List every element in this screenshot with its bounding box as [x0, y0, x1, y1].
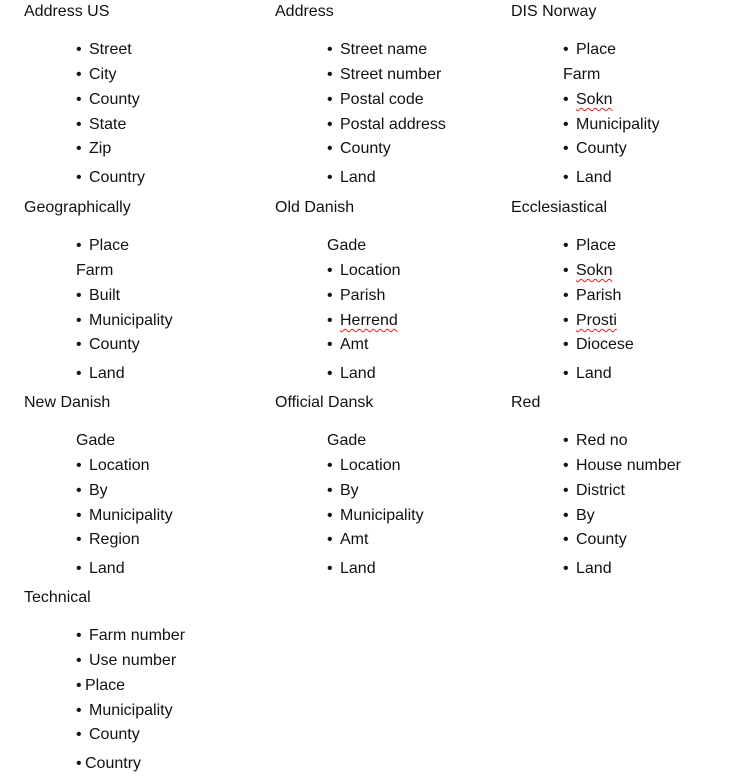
- list-item-text: Land: [576, 560, 612, 577]
- list-item-text: Gade: [76, 432, 116, 449]
- list-item-text: Postal address: [340, 116, 446, 133]
- list-item: [563, 261, 612, 281]
- list-item: [563, 530, 627, 550]
- list-item: [563, 139, 627, 159]
- bullet-icon: •: [563, 237, 569, 254]
- bullet-icon: •: [76, 237, 82, 254]
- bullet-icon: •: [327, 457, 333, 474]
- list-item: [327, 456, 401, 476]
- list-item: [563, 335, 634, 355]
- list-item: [76, 168, 145, 188]
- bullet-icon: •: [563, 312, 569, 329]
- list-item: [76, 626, 185, 646]
- list-item-text: Municipality: [340, 507, 424, 524]
- list-item-text: Location: [89, 457, 150, 474]
- bullet-icon: •: [76, 287, 82, 304]
- list-item-text: Country: [85, 755, 142, 772]
- list-item: [327, 65, 441, 85]
- list-item-text: Land: [576, 365, 612, 382]
- section-title: New Danish: [24, 394, 111, 411]
- list-item: [76, 236, 129, 256]
- list-item-text: City: [89, 66, 117, 83]
- list-item-text: Diocese: [576, 336, 634, 353]
- list-item-text: Gade: [327, 237, 367, 254]
- bullet-icon: •: [76, 560, 82, 577]
- bullet-icon: •: [563, 116, 569, 133]
- bullet-icon: •: [76, 169, 82, 186]
- bullet-icon: •: [327, 287, 333, 304]
- bullet-icon: •: [327, 336, 333, 353]
- bullet-icon: •: [76, 140, 82, 157]
- list-item-text: County: [576, 531, 627, 548]
- list-item: [327, 286, 385, 306]
- list-item: [563, 311, 617, 331]
- bullet-icon: •: [563, 262, 569, 279]
- list-item: [76, 90, 140, 110]
- list-item: [327, 115, 446, 135]
- list-item-text: Land: [89, 365, 125, 382]
- list-item-text: Location: [340, 262, 401, 279]
- list-item: [327, 559, 376, 579]
- bullet-icon: •: [76, 66, 82, 83]
- list-item-text: County: [89, 91, 140, 108]
- bullet-icon: •: [76, 91, 82, 108]
- list-item-text-misspelled: Sokn: [576, 262, 613, 279]
- list-item: [76, 754, 141, 774]
- list-item-text: County: [340, 140, 391, 157]
- bullet-icon: •: [327, 91, 333, 108]
- list-item-text: Zip: [89, 140, 112, 157]
- list-item: [563, 236, 616, 256]
- list-item: [76, 65, 117, 85]
- list-item: [76, 506, 173, 526]
- list-item-text: Street name: [340, 41, 428, 58]
- list-item-text-misspelled: Sokn: [576, 91, 613, 108]
- bullet-icon: •: [563, 140, 569, 157]
- bullet-icon: •: [563, 482, 569, 499]
- list-item-text: Built: [89, 287, 121, 304]
- list-item-text: Location: [340, 457, 401, 474]
- section-title: Ecclesiastical: [511, 199, 608, 216]
- section-title: Technical: [24, 589, 91, 606]
- list-item: [327, 335, 368, 355]
- list-item: [76, 481, 108, 501]
- bullet-icon: •: [76, 312, 82, 329]
- list-item-text-misspelled: Herrend: [340, 312, 398, 329]
- bullet-icon: •: [76, 531, 82, 548]
- list-item-text: Municipality: [89, 312, 173, 329]
- list-item: [327, 506, 424, 526]
- bullet-icon: •: [76, 482, 82, 499]
- list-item-text: Amt: [340, 336, 369, 353]
- list-item: [76, 456, 150, 476]
- bullet-icon: •: [76, 652, 82, 669]
- list-item: [563, 559, 612, 579]
- section-title: Old Danish: [275, 199, 355, 216]
- bullet-icon: •: [76, 755, 82, 772]
- list-item-text: Country: [89, 169, 146, 186]
- bullet-icon: •: [563, 336, 569, 353]
- list-item-text: Use number: [89, 652, 177, 669]
- bullet-icon: •: [563, 560, 569, 577]
- list-item-text: Region: [89, 531, 140, 548]
- list-item-text-misspelled: Prosti: [576, 312, 617, 329]
- list-item-text: Amt: [340, 531, 369, 548]
- list-item: [76, 559, 125, 579]
- list-item: [563, 65, 600, 85]
- list-item: [76, 701, 173, 721]
- bullet-icon: •: [327, 560, 333, 577]
- list-item: [563, 506, 595, 526]
- list-item: [327, 364, 376, 384]
- list-item-text: Farm number: [89, 627, 186, 644]
- list-item: [76, 676, 125, 696]
- list-item: [76, 364, 125, 384]
- list-item: [76, 651, 176, 671]
- list-item: [76, 286, 120, 306]
- list-item: [76, 261, 113, 281]
- section-title: Official Dansk: [275, 394, 374, 411]
- bullet-icon: •: [327, 116, 333, 133]
- list-item: [563, 90, 612, 110]
- list-item: [563, 431, 628, 451]
- list-item: [327, 431, 366, 451]
- list-item: [563, 168, 612, 188]
- bullet-icon: •: [327, 262, 333, 279]
- list-item: [76, 725, 140, 745]
- list-item: [327, 236, 366, 256]
- list-item: [327, 139, 391, 159]
- bullet-icon: •: [563, 91, 569, 108]
- bullet-icon: •: [327, 140, 333, 157]
- section-title: Address: [275, 3, 334, 20]
- list-item: [563, 286, 621, 306]
- bullet-icon: •: [327, 531, 333, 548]
- section-title: Red: [511, 394, 541, 411]
- bullet-icon: •: [76, 116, 82, 133]
- bullet-icon: •: [327, 365, 333, 382]
- list-item-text: Municipality: [576, 116, 660, 133]
- bullet-icon: •: [327, 66, 333, 83]
- list-item-text: State: [89, 116, 127, 133]
- list-item-text: District: [576, 482, 625, 499]
- bullet-icon: •: [327, 41, 333, 58]
- list-item-text: County: [89, 726, 140, 743]
- bullet-icon: •: [76, 507, 82, 524]
- bullet-icon: •: [76, 702, 82, 719]
- list-item-text: Gade: [327, 432, 367, 449]
- bullet-icon: •: [563, 531, 569, 548]
- list-item: [76, 431, 115, 451]
- list-item-text: Place: [576, 237, 617, 254]
- list-item-text: Place: [89, 237, 130, 254]
- list-item: [563, 481, 625, 501]
- bullet-icon: •: [563, 169, 569, 186]
- list-item-text: Municipality: [89, 507, 173, 524]
- bullet-icon: •: [76, 627, 82, 644]
- list-item-text: Parish: [340, 287, 386, 304]
- list-item: [327, 481, 359, 501]
- bullet-icon: •: [76, 336, 82, 353]
- list-item-text: Street number: [340, 66, 442, 83]
- list-item: [76, 139, 111, 159]
- list-item-text: Land: [576, 169, 612, 186]
- list-item: [327, 530, 368, 550]
- list-item-text: Land: [89, 560, 125, 577]
- list-item: [76, 311, 173, 331]
- list-item: [327, 168, 376, 188]
- section-title: DIS Norway: [511, 3, 597, 20]
- list-item-text: Place: [576, 41, 617, 58]
- list-item-text: By: [576, 507, 595, 524]
- list-item-text: Parish: [576, 287, 622, 304]
- list-item-text: Postal code: [340, 91, 424, 108]
- list-item-text: Street: [89, 41, 132, 58]
- bullet-icon: •: [563, 41, 569, 58]
- list-item-text: Place: [85, 677, 126, 694]
- list-item: [327, 40, 427, 60]
- bullet-icon: •: [327, 482, 333, 499]
- list-item-text: Farm: [563, 66, 601, 83]
- list-item-text: Municipality: [89, 702, 173, 719]
- bullet-icon: •: [327, 312, 333, 329]
- bullet-icon: •: [76, 457, 82, 474]
- list-item-text: Land: [340, 560, 376, 577]
- bullet-icon: •: [76, 677, 82, 694]
- list-item: [563, 364, 612, 384]
- section-title: Geographically: [24, 199, 131, 216]
- list-item-text: Land: [340, 169, 376, 186]
- list-item: [76, 40, 132, 60]
- list-item: [327, 311, 398, 331]
- list-item: [76, 115, 126, 135]
- list-item-text: Farm: [76, 262, 114, 279]
- list-item: [327, 261, 401, 281]
- list-item-text: County: [576, 140, 627, 157]
- list-item: [76, 530, 140, 550]
- list-item-text: County: [89, 336, 140, 353]
- list-item-text: Land: [340, 365, 376, 382]
- bullet-icon: •: [563, 365, 569, 382]
- bullet-icon: •: [563, 287, 569, 304]
- list-item-text: By: [340, 482, 359, 499]
- list-item: [563, 40, 616, 60]
- list-item: [327, 90, 424, 110]
- bullet-icon: •: [563, 432, 569, 449]
- bullet-icon: •: [563, 507, 569, 524]
- bullet-icon: •: [327, 169, 333, 186]
- bullet-icon: •: [327, 507, 333, 524]
- bullet-icon: •: [563, 457, 569, 474]
- bullet-icon: •: [76, 726, 82, 743]
- list-item: [563, 456, 681, 476]
- list-item-text: By: [89, 482, 108, 499]
- list-item: [76, 335, 140, 355]
- list-item-text: House number: [576, 457, 681, 474]
- section-title: Address US: [24, 3, 110, 20]
- list-item: [563, 115, 660, 135]
- bullet-icon: •: [76, 41, 82, 58]
- list-item-text: Red no: [576, 432, 628, 449]
- bullet-icon: •: [76, 365, 82, 382]
